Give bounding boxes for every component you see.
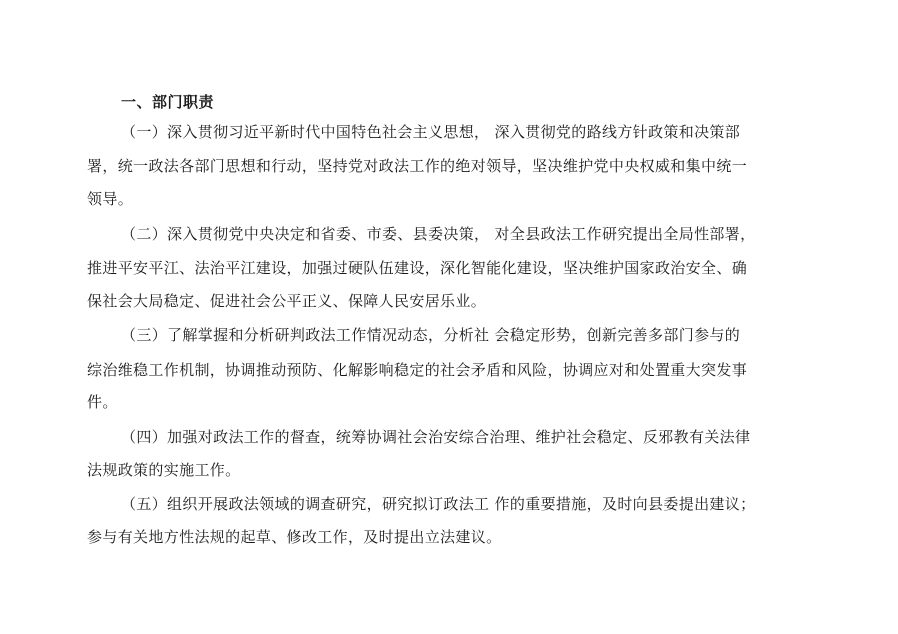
- paragraph-1-line-3: 领导。: [87, 190, 134, 208]
- paragraph-4-line-2: 法规政策的实施工作。: [87, 461, 241, 479]
- paragraph-1-line-2: 署，统一政法各部门思想和行动，坚持党对政法工作的绝对领导，坚决维护党中央权威和集中统一: [87, 157, 748, 175]
- paragraph-2-line-3: 保社会大局稳定、促进社会公平正义、保障人民安居乐业。: [87, 292, 487, 310]
- paragraph-4-line-1: （四）加强对政法工作的督查，统筹协调社会治安综合治理、维护社会稳定、反邪教有关法律: [121, 428, 751, 446]
- paragraph-2-line-1: （二）深入贯彻党中央决定和省委、市委、县委决策， 对全县政法工作研究提出全局性部署，: [121, 225, 756, 243]
- paragraph-3-line-2: 综治维稳工作机制，协调推动预防、化解影响稳定的社会矛盾和风险，协调应对和处置重大突发事: [87, 361, 748, 379]
- paragraph-5-line-1: （五）组织开展政法领域的调查研究，研究拟订政法工 作的重要措施，及时向县委提出建议；: [121, 495, 756, 513]
- paragraph-2-line-2: 推进平安平江、法治平江建设，加强过硬队伍建设，深化智能化建设，坚决维护国家政治安全、确: [87, 259, 748, 277]
- paragraph-5-line-2: 参与有关地方性法规的起草、修改工作，及时提出立法建议。: [87, 528, 502, 546]
- section-heading: 一、部门职责: [121, 93, 215, 111]
- paragraph-3-line-1: （三）了解掌握和分析研判政法工作情况动态，分析社 会稳定形势，创新完善多部门参与的: [121, 326, 741, 344]
- paragraph-3-line-3: 件。: [87, 393, 118, 411]
- paragraph-1-line-1: （一）深入贯彻习近平新时代中国特色社会主义思想， 深入贯彻党的路线方针政策和决策部: [121, 123, 741, 141]
